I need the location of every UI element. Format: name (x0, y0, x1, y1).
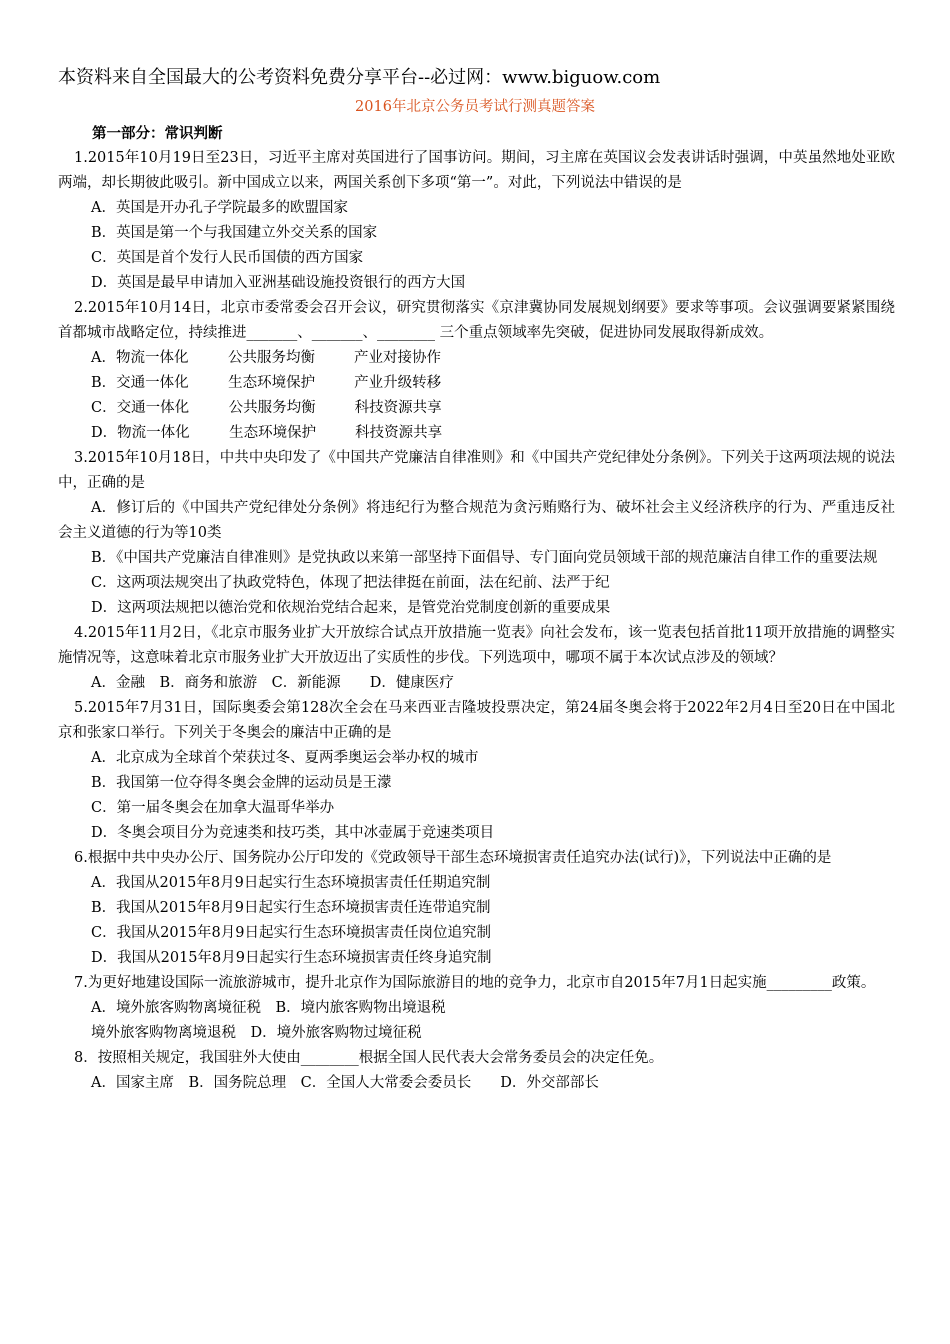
question-4: 4.2015年11月2日，《北京市服务业扩大开放综合试点开放措施一览表》向社会发布，该一览表包括首批11项开放措施的调整实施情况等，这意味着北京市服务业扩大开放迈出了实质性的步伐。下列选项中，哪项不属于本次试点涉及的领域？ (58, 625, 895, 666)
option-d: D．我国从2015年8月9日起实行生态环境损害责任终身追究制 (91, 950, 492, 966)
option-a: A．英国是开办孔子学院最多的欧盟国家 (91, 200, 348, 216)
question-content (58, 121, 895, 1096)
question-7: 7.为更好地建设国际一流旅游城市，提升北京作为国际旅游目的地的竞争力，北京市自2015年7月1日起实施_________政策。 (74, 975, 876, 991)
option-b: B．交通一体化 生态环境保护 产业升级转移 (91, 375, 442, 391)
options-line: A．境外旅客购物离境征税 B．境内旅客购物出境退税 (91, 1000, 446, 1016)
document-title: 2016年北京公务员考试行测真题答案 (355, 99, 595, 115)
option-b: B．《中国共产党廉洁自律准则》是党执政以来第一部坚持下面倡导、专门面向党员领域干部的规范廉洁自律工作的重要法规 (91, 550, 878, 566)
option-b: B．英国是第一个与我国建立外交关系的国家 (91, 225, 378, 241)
question-5: 5.2015年7月31日，国际奥委会第128次全会在马来西亚吉隆坡投票决定，第24届冬奥会将于2022年2月4日至20日在中国北京和张家口举行。下列关于冬奥会的廉洁中正确的是 (58, 700, 895, 741)
options-line: 境外旅客购物离境退税 D．境外旅客购物过境征税 (91, 1025, 422, 1041)
option-c: C．我国从2015年8月9日起实行生态环境损害责任岗位追究制 (91, 925, 491, 941)
option-a: A．修订后的《中国共产党纪律处分条例》将违纪行为整合规范为贪污贿赂行为、破坏社会主义经济秩序的行为、严重违反社会主义道德的行为等10类 (58, 500, 895, 541)
question-8: 8．按照相关规定，我国驻外大使由________根据全国人民代表大会常务委员会的决定任免。 (74, 1050, 664, 1066)
option-d: D．这两项法规把以德治党和依规治党结合起来，是管党治党制度创新的重要成果 (91, 600, 611, 616)
source-header: 本资料来自全国最大的公考资料免费分享平台--必过网：www.biguow.com (58, 67, 661, 88)
option-b: B．我国第一位夺得冬奥会金牌的运动员是王濛 (91, 775, 392, 791)
option-d: D．英国是最早申请加入亚洲基础设施投资银行的西方大国 (91, 275, 466, 291)
section-title: 第一部分：常识判断 (92, 125, 223, 142)
question-3: 3.2015年10月18日，中共中央印发了《中国共产党廉洁自律准则》和《中国共产党纪律处分条例》。下列关于这两项法规的说法中，正确的是 (58, 450, 895, 491)
option-a: A．物流一体化 公共服务均衡 产业对接协作 (91, 350, 441, 366)
option-d: D．冬奥会项目分为竞速类和技巧类，其中冰壶属于竞速类项目 (91, 825, 495, 841)
options-line: A．金融 B．商务和旅游 C．新能源 D．健康医疗 (91, 675, 454, 691)
option-c: C．这两项法规突出了执政党特色，体现了把法律挺在前面，法在纪前、法严于纪 (91, 575, 610, 591)
question-1: 1.2015年10月19日至23日，习近平主席对英国进行了国事访问。期间，习主席在英国议会发表讲话时强调，中英虽然地处亚欧两端，却长期彼此吸引。新中国成立以来，两国关系创下多项“第一”。对此，下列说法中错误的是 (58, 150, 895, 191)
option-c: C．交通一体化 公共服务均衡 科技资源共享 (91, 400, 442, 416)
options-line: A．国家主席 B．国务院总理 C．全国人大常委会委员长 D．外交部部长 (91, 1075, 599, 1091)
option-d: D．物流一体化 生态环境保护 科技资源共享 (91, 425, 443, 441)
option-c: C．英国是首个发行人民币国债的西方国家 (91, 250, 364, 266)
option-c: C．第一届冬奥会在加拿大温哥华举办 (91, 800, 335, 816)
option-a: A．北京成为全球首个荣获过冬、夏两季奥运会举办权的城市 (91, 750, 479, 766)
question-6: 6.根据中共中央办公厅、国务院办公厅印发的《党政领导干部生态环境损害责任追究办法(试行)》，下列说法中正确的是 (74, 850, 832, 866)
question-2: 2.2015年10月14日，北京市委常委会召开会议，研究贯彻落实《京津冀协同发展规划纲要》要求等事项。会议强调要紧紧围绕首都城市战略定位，持续推进_______、_______、________ 三个重点领域率先突破，促进协同发展取得新成效。 (58, 300, 895, 341)
option-b: B．我国从2015年8月9日起实行生态环境损害责任连带追究制 (91, 900, 491, 916)
option-a: A．我国从2015年8月9日起实行生态环境损害责任任期追究制 (91, 875, 491, 891)
